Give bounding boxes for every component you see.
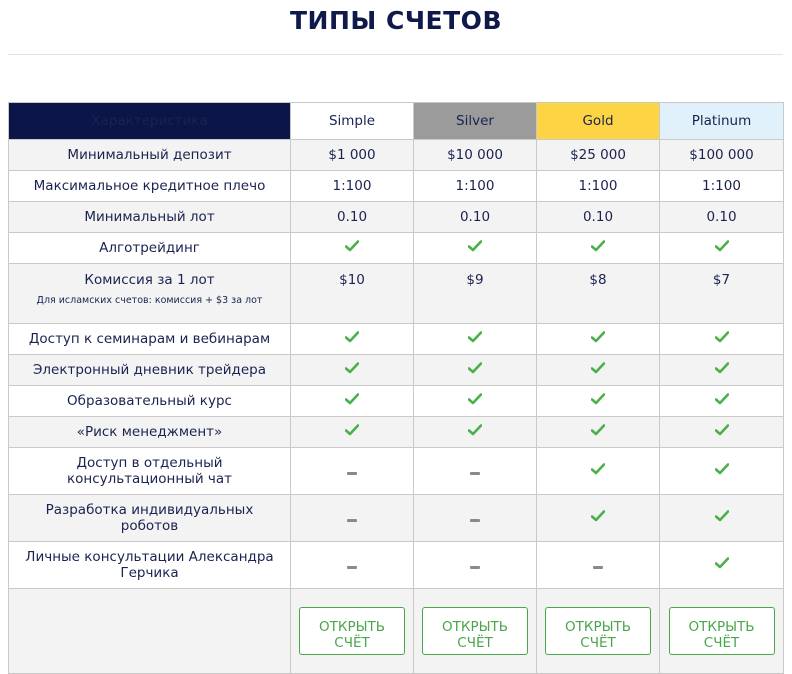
check-icon [468,424,482,436]
cell-value: $7 [660,264,784,324]
cell-mark [660,448,784,495]
cell-button [537,589,660,674]
row-personal-consult [9,542,784,589]
islamic-note: Для исламских счетов: комиссия + $3 за лот [36,295,263,306]
check-icon [715,393,729,405]
row-education-course [9,386,784,417]
cell-mark [660,542,784,589]
cell-mark [660,233,784,264]
header-feature: Характеристика [9,103,291,140]
cell-value: 0.10 [660,202,784,233]
open-account-simple-button[interactable]: ОТКРЫТЬ СЧЁТ [299,607,405,655]
cell-mark [414,324,537,355]
row-leverage [9,171,784,202]
cell-mark [537,386,660,417]
check-icon [715,510,729,522]
check-icon [468,240,482,252]
cell-mark [291,386,414,417]
cell-mark [660,495,784,542]
row-algotrading [9,233,784,264]
cell-mark [291,417,414,448]
check-icon [468,362,482,374]
row-label: Личные консультации Александра Герчика [9,542,291,589]
row-label: Образовательный курс [9,386,291,417]
cell-mark [537,355,660,386]
row-open-account [9,589,784,674]
cell-value: $100 000 [660,140,784,171]
cell-mark [414,355,537,386]
cell-mark [291,324,414,355]
cell-value: 0.10 [537,202,660,233]
cell-value: 0.10 [291,202,414,233]
cell-value: 1:100 [414,171,537,202]
cell-value: $8 [537,264,660,324]
cell-value: $9 [414,264,537,324]
dash-icon [593,566,603,569]
row-label: Электронный дневник трейдера [9,355,291,386]
header-silver: Silver [414,103,537,140]
account-types-table [8,102,784,674]
row-label: Минимальный депозит [9,140,291,171]
check-icon [591,362,605,374]
cell-mark [291,542,414,589]
title-divider [8,54,783,55]
check-icon [345,331,359,343]
dash-icon [347,519,357,522]
cell-mark [537,495,660,542]
check-icon [591,393,605,405]
cell-mark [414,495,537,542]
check-icon [715,424,729,436]
cell-mark [414,386,537,417]
check-icon [345,393,359,405]
cell-value: $1 000 [291,140,414,171]
cell-mark [414,233,537,264]
check-icon [468,393,482,405]
row-label: Комиссия за 1 лот [84,272,215,288]
cell-value: 0.10 [414,202,537,233]
cell-value: 1:100 [291,171,414,202]
row-trader-diary [9,355,784,386]
row-min-lot [9,202,784,233]
header-gold: Gold [537,103,660,140]
row-label: Доступ в отдельный консультационный чат [9,448,291,495]
cell-mark [660,386,784,417]
cell-mark [291,448,414,495]
cell-mark [537,417,660,448]
cell-mark [414,542,537,589]
page-title: ТИПЫ СЧЕТОВ [290,6,502,35]
check-icon [715,463,729,475]
cell-mark [291,495,414,542]
cell-value: $10 000 [414,140,537,171]
row-consult-chat [9,448,784,495]
row-min-deposit [9,140,784,171]
row-label: Алготрейдинг [9,233,291,264]
check-icon [715,362,729,374]
check-icon [591,240,605,252]
cell-mark [660,355,784,386]
cell-mark [414,448,537,495]
row-risk-management [9,417,784,448]
cell-mark [291,233,414,264]
cell-button [414,589,537,674]
row-commission [9,264,784,324]
check-icon [591,510,605,522]
check-icon [345,424,359,436]
row-label: «Риск менеджмент» [9,417,291,448]
cell-value: 1:100 [537,171,660,202]
row-label: Максимальное кредитное плечо [9,171,291,202]
dash-icon [470,519,480,522]
cell-button [660,589,784,674]
cell-value: $10 [291,264,414,324]
cell-mark [414,417,537,448]
check-icon [715,240,729,252]
cell-mark [660,417,784,448]
row-label: Доступ к семинарам и вебинарам [9,324,291,355]
dash-icon [347,566,357,569]
cell-mark [537,324,660,355]
dash-icon [470,472,480,475]
cell-value: 1:100 [660,171,784,202]
check-icon [715,557,729,569]
open-account-platinum-button[interactable]: ОТКРЫТЬ СЧЁТ [669,607,775,655]
cell-value: $25 000 [537,140,660,171]
check-icon [345,240,359,252]
open-account-silver-button[interactable]: ОТКРЫТЬ СЧЁТ [422,607,528,655]
check-icon [468,331,482,343]
dash-icon [347,472,357,475]
empty-cell [9,589,291,674]
check-icon [715,331,729,343]
check-icon [591,463,605,475]
open-account-gold-button[interactable]: ОТКРЫТЬ СЧЁТ [545,607,651,655]
cell-mark [291,355,414,386]
cell-button [291,589,414,674]
dash-icon [470,566,480,569]
check-icon [591,424,605,436]
cell-mark [537,233,660,264]
cell-mark [537,448,660,495]
cell-mark [660,324,784,355]
cell-mark [537,542,660,589]
row-label-commission [9,264,291,324]
row-label: Разработка индивидуальных роботов [9,495,291,542]
check-icon [345,362,359,374]
row-robots [9,495,784,542]
row-seminars [9,324,784,355]
header-platinum: Platinum [660,103,784,140]
check-icon [591,331,605,343]
header-simple: Simple [291,103,414,140]
table-header-row [9,103,784,140]
row-label: Минимальный лот [9,202,291,233]
